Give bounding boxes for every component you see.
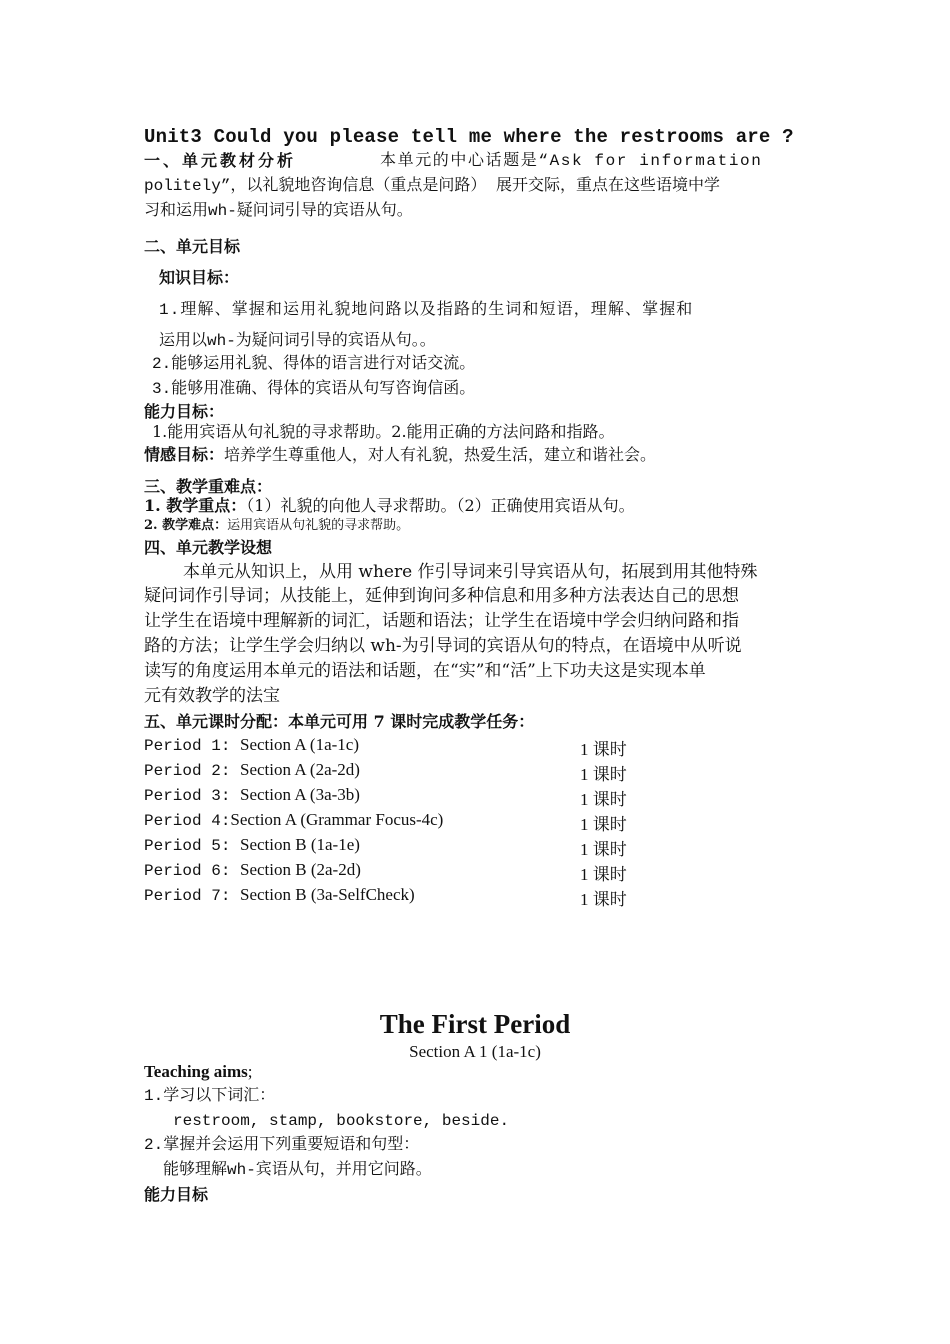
section-4-para-line6: 元有效教学的法宝 bbox=[144, 686, 280, 706]
first-period-title: The First Period bbox=[379, 1009, 571, 1039]
emotion-goal-label: 情感目标： bbox=[144, 445, 225, 464]
teaching-aims bbox=[144, 1061, 253, 1083]
section-4-para-line4: 路的方法；让学生学会归纳以 wh-为引导词的宾语从句的特点，在语境中从听说 bbox=[144, 636, 742, 656]
section-4-para-line3: 让学生在语境中理解新的词汇，话题和语法；让学生在语境中学会归纳问路和指 bbox=[144, 611, 739, 631]
period-section: Section B (3a-SelfCheck) bbox=[240, 885, 415, 904]
period-label: Period 4: bbox=[144, 812, 231, 830]
section-1-line1: 本单元的中心话题是“Ask for information bbox=[380, 152, 763, 170]
section-2-heading: 二、单元目标 bbox=[144, 237, 241, 256]
period-row bbox=[144, 810, 664, 834]
vocabulary-list: restroom, stamp, bookstore, beside. bbox=[173, 1112, 510, 1130]
period-section: Section B (1a-1e) bbox=[240, 835, 360, 854]
emotion-goal-text: 培养学生尊重他人，对人有礼貌，热爱生活，建立和谐社会。 bbox=[224, 445, 657, 464]
teaching-key-text: （1）礼貌的向他人寻求帮助。（2）正确使用宾语从句。 bbox=[246, 496, 635, 515]
teaching-difficulty bbox=[144, 515, 409, 537]
period-section: Section B (2a-2d) bbox=[240, 860, 361, 879]
aim-item-2-text: 能够理解wh-宾语从句，并用它问路。 bbox=[163, 1161, 432, 1179]
period-hours: 1 课时 bbox=[580, 840, 627, 859]
teaching-aims-label: Teaching aims bbox=[144, 1062, 248, 1081]
emotion-goal bbox=[144, 444, 656, 466]
ability-aim-heading: 能力目标 bbox=[144, 1185, 209, 1204]
period-hours: 1 课时 bbox=[580, 815, 627, 834]
period-row bbox=[144, 835, 664, 859]
section-1-heading: 一、单元教材分析 bbox=[144, 151, 297, 170]
period-section: Section A (Grammar Focus-4c) bbox=[230, 810, 444, 829]
knowledge-goal-label: 知识目标： bbox=[159, 268, 240, 287]
unit-title: Unit3 Could you please tell me where the restrooms are ? bbox=[144, 126, 794, 148]
aim-item-2: 2.掌握并会运用下列重要短语和句型： bbox=[144, 1136, 420, 1154]
period-hours: 1 课时 bbox=[580, 765, 627, 784]
period-label: Period 1: bbox=[144, 737, 241, 755]
ability-goal-label: 能力目标： bbox=[144, 402, 225, 421]
period-row bbox=[144, 885, 664, 909]
section-5-heading: 五、单元课时分配：本单元可用 7 课时完成教学任务： bbox=[144, 712, 535, 731]
knowledge-goal-1-line1: 1.理解、掌握和运用礼貌地问路以及指路的生词和短语，理解、掌握和 bbox=[159, 301, 694, 319]
section-4-para-line2: 疑问词作引导词；从技能上，延伸到询问多种信息和用多种方法表达自己的思想 bbox=[144, 586, 739, 606]
teaching-key-point bbox=[144, 495, 635, 517]
period-label: Period 2: bbox=[144, 762, 241, 780]
section-4-heading: 四、单元教学设想 bbox=[144, 538, 273, 557]
period-section: Section A (3a-3b) bbox=[240, 785, 360, 804]
teaching-aims-punct: ; bbox=[247, 1062, 253, 1081]
period-row bbox=[144, 785, 664, 809]
period-hours: 1 课时 bbox=[580, 790, 627, 809]
knowledge-goal-1-line2: 运用以wh-为疑问词引导的宾语从句。。 bbox=[159, 332, 436, 350]
teaching-difficulty-text: 运用宾语从句礼貌的寻求帮助。 bbox=[227, 518, 410, 533]
section-4-para-line5: 读写的角度运用本单元的语法和话题，在“实”和“活”上下功夫这是实现本单 bbox=[144, 661, 706, 681]
section-3-heading: 三、教学重难点： bbox=[144, 477, 273, 496]
period-hours: 1 课时 bbox=[580, 865, 627, 884]
aim-item-1: 1.学习以下词汇： bbox=[144, 1087, 276, 1105]
knowledge-goal-3: 3.能够用准确、得体的宾语从句写咨询信函。 bbox=[152, 380, 476, 398]
ability-goal-text: 1.能用宾语从句礼貌的寻求帮助。2.能用正确的方法问路和指路。 bbox=[152, 422, 615, 441]
knowledge-goal-2: 2.能够运用礼貌、得体的语言进行对话交流。 bbox=[152, 355, 476, 373]
period-section: Section A (2a-2d) bbox=[240, 760, 360, 779]
period-label: Period 3: bbox=[144, 787, 241, 805]
period-row bbox=[144, 735, 664, 759]
period-section: Section A (1a-1c) bbox=[240, 735, 359, 754]
period-row bbox=[144, 760, 664, 784]
period-label: Period 7: bbox=[144, 887, 241, 905]
period-label: Period 5: bbox=[144, 837, 241, 855]
period-hours: 1 课时 bbox=[580, 740, 627, 759]
period-row bbox=[144, 860, 664, 884]
period-hours: 1 课时 bbox=[580, 890, 627, 909]
first-period-subtitle: Section A 1 (1a-1c) bbox=[409, 1042, 541, 1061]
section-1-line2: politely”，以礼貌地咨询信息（重点是问路） 展开交际，重点在这些语境中学 bbox=[144, 177, 721, 195]
teaching-key-label: 1. 教学重点： bbox=[144, 496, 247, 515]
period-label: Period 6: bbox=[144, 862, 241, 880]
section-1-line3: 习和运用wh-疑问词引导的宾语从句。 bbox=[144, 202, 413, 220]
teaching-difficulty-label: 2. 教学难点： bbox=[144, 518, 228, 533]
section-4-para-line1: 本单元从知识上，从用 where 作引导词来引导宾语从句，拓展到用其他特殊 bbox=[183, 562, 758, 582]
